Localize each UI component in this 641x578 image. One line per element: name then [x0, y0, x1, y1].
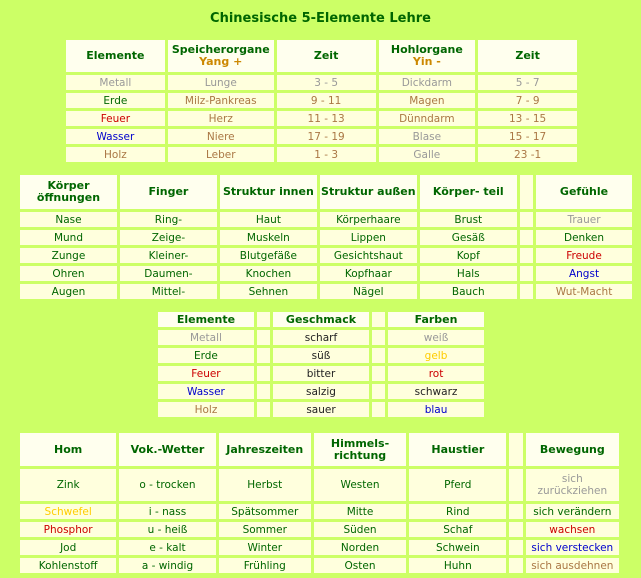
correspondence-table	[17, 430, 622, 576]
table-cell: Mitte	[314, 504, 406, 519]
spacer-cell	[372, 348, 385, 363]
spacer-cell	[257, 312, 270, 327]
spacer-cell	[509, 504, 522, 519]
header-hom: Hom	[20, 433, 116, 466]
table-cell: Brust	[420, 212, 517, 227]
table-cell: sich verstecken	[526, 540, 619, 555]
table-row	[158, 330, 484, 345]
table-cell: Sommer	[219, 522, 311, 537]
table-cell: Dünndarm	[379, 111, 476, 126]
table-row	[158, 366, 484, 381]
table-row	[66, 93, 577, 108]
table-cell: Niere	[168, 129, 274, 144]
table-cell: Galle	[379, 147, 476, 162]
table-row	[20, 558, 619, 573]
spacer-cell	[509, 558, 522, 573]
element-cell: Metall	[66, 75, 165, 90]
spacer-cell	[257, 348, 270, 363]
page-title: Chinesische 5-Elemente Lehre	[210, 11, 431, 26]
table-cell: Kohlenstoff	[20, 558, 116, 573]
table-cell: 13 - 15	[478, 111, 577, 126]
table-cell: Spätsommer	[219, 504, 311, 519]
header-elemente: Elemente	[158, 312, 254, 327]
table-cell: Norden	[314, 540, 406, 555]
table-cell: 17 - 19	[277, 129, 376, 144]
table-cell: Nase	[20, 212, 117, 227]
table-cell: salzig	[273, 384, 369, 399]
table-cell: Trauer	[536, 212, 632, 227]
spacer-cell	[372, 402, 385, 417]
table-cell: Schaf	[409, 522, 506, 537]
table-row	[20, 230, 632, 245]
header-finger: Finger	[120, 175, 217, 209]
table-row	[66, 111, 577, 126]
table-cell: 5 - 7	[478, 75, 577, 90]
element-cell: Feuer	[66, 111, 165, 126]
table-cell: o - trocken	[119, 469, 215, 501]
table-cell: Knochen	[220, 266, 317, 281]
table-cell: blau	[388, 402, 484, 417]
table-cell: gelb	[388, 348, 484, 363]
table-cell: Hals	[420, 266, 517, 281]
header-bewegung: Bewegung	[526, 433, 619, 466]
spacer-cell	[509, 433, 522, 466]
table-cell: Daumen-	[120, 266, 217, 281]
header-struktur-aussen: Struktur außen	[320, 175, 417, 209]
table-cell: u - heiß	[119, 522, 215, 537]
table-cell: 1 - 3	[277, 147, 376, 162]
header-zeit: Zeit	[478, 40, 577, 72]
header-elemente: Elemente	[66, 40, 165, 72]
table-cell: a - windig	[119, 558, 215, 573]
table-cell: 11 - 13	[277, 111, 376, 126]
table-cell: Zeige-	[120, 230, 217, 245]
header-jahreszeiten: Jahreszeiten	[219, 433, 311, 466]
spacer-cell	[257, 330, 270, 345]
spacer-cell	[372, 312, 385, 327]
table-cell: Kopfhaar	[320, 266, 417, 281]
table-cell: scharf	[273, 330, 369, 345]
table-cell: Angst	[536, 266, 632, 281]
table-cell: Haut	[220, 212, 317, 227]
table-cell: Blutgefäße	[220, 248, 317, 263]
table-cell: Rind	[409, 504, 506, 519]
taste-color-table	[155, 309, 487, 420]
spacer-cell	[520, 248, 533, 263]
table-cell: Zunge	[20, 248, 117, 263]
header-gefuehle: Gefühle	[536, 175, 632, 209]
table-cell: süß	[273, 348, 369, 363]
table-row	[20, 469, 619, 501]
spacer-cell	[372, 330, 385, 345]
table-cell: Schwefel	[20, 504, 116, 519]
spacer-cell	[257, 384, 270, 399]
table-cell: Mittel-	[120, 284, 217, 299]
table-row	[66, 147, 577, 162]
element-cell: Erde	[158, 348, 254, 363]
table-cell: Ohren	[20, 266, 117, 281]
table-cell: rot	[388, 366, 484, 381]
spacer-cell	[372, 366, 385, 381]
table-cell: Wut-Macht	[536, 284, 632, 299]
table-cell: 7 - 9	[478, 93, 577, 108]
element-cell: Holz	[66, 147, 165, 162]
table-row	[20, 266, 632, 281]
table-cell: Gesichtshaut	[320, 248, 417, 263]
table-cell: sich verändern	[526, 504, 619, 519]
header-haustier: Haustier	[409, 433, 506, 466]
table-cell: Lunge	[168, 75, 274, 90]
spacer-cell	[257, 366, 270, 381]
table-cell: schwarz	[388, 384, 484, 399]
element-cell: Feuer	[158, 366, 254, 381]
element-cell: Wasser	[158, 384, 254, 399]
table-cell: Ring-	[120, 212, 217, 227]
table-cell: Huhn	[409, 558, 506, 573]
table-cell: Pferd	[409, 469, 506, 501]
table-row	[20, 540, 619, 555]
table-cell: Osten	[314, 558, 406, 573]
table-cell: 9 - 11	[277, 93, 376, 108]
table-cell: bitter	[273, 366, 369, 381]
header-koerperteil: Körper- teil	[420, 175, 517, 209]
table-row	[20, 522, 619, 537]
element-cell: Metall	[158, 330, 254, 345]
spacer-cell	[520, 212, 533, 227]
table-cell: sich zurückziehen	[526, 469, 619, 501]
spacer-cell	[520, 266, 533, 281]
table-cell: Blase	[379, 129, 476, 144]
spacer-cell	[509, 522, 522, 537]
table-cell: Denken	[536, 230, 632, 245]
table-cell: Freude	[536, 248, 632, 263]
spacer-cell	[509, 469, 522, 501]
table-row	[158, 384, 484, 399]
spacer-cell	[509, 540, 522, 555]
element-cell: Erde	[66, 93, 165, 108]
table-cell: Schwein	[409, 540, 506, 555]
table-cell: 3 - 5	[277, 75, 376, 90]
header-hohlorgane: Hohlorgane Yin -	[379, 40, 476, 72]
table-cell: Herbst	[219, 469, 311, 501]
table-cell: Phosphor	[20, 522, 116, 537]
table-cell: Süden	[314, 522, 406, 537]
table-row	[66, 75, 577, 90]
table-cell: Körperhaare	[320, 212, 417, 227]
table-cell: 23 -1	[478, 147, 577, 162]
header-geschmack: Geschmack	[273, 312, 369, 327]
organs-table	[63, 37, 580, 165]
header-koerperoeffnungen: Körper öffnungen	[20, 175, 117, 209]
element-cell: Wasser	[66, 129, 165, 144]
table-row	[158, 348, 484, 363]
table-cell: Dickdarm	[379, 75, 476, 90]
table-cell: Westen	[314, 469, 406, 501]
table-cell: e - kalt	[119, 540, 215, 555]
header-farben: Farben	[388, 312, 484, 327]
table-cell: Magen	[379, 93, 476, 108]
table-cell: weiß	[388, 330, 484, 345]
table-cell: Nägel	[320, 284, 417, 299]
table-cell: Zink	[20, 469, 116, 501]
table-row	[20, 212, 632, 227]
table-cell: Kopf	[420, 248, 517, 263]
header-himmelsrichtung: Himmels- richtung	[314, 433, 406, 466]
table-cell: Winter	[219, 540, 311, 555]
table-row	[20, 284, 632, 299]
header-speicherorgane: Speicherorgane Yang +	[168, 40, 274, 72]
table-cell: sauer	[273, 402, 369, 417]
table-cell: Augen	[20, 284, 117, 299]
element-cell: Holz	[158, 402, 254, 417]
table-row	[20, 504, 619, 519]
table-cell: Milz-Pankreas	[168, 93, 274, 108]
table-cell: Kleiner-	[120, 248, 217, 263]
table-cell: Leber	[168, 147, 274, 162]
table-cell: Frühling	[219, 558, 311, 573]
table-cell: Sehnen	[220, 284, 317, 299]
table-row	[20, 248, 632, 263]
table-cell: Muskeln	[220, 230, 317, 245]
table-cell: 15 - 17	[478, 129, 577, 144]
spacer-cell	[372, 384, 385, 399]
table-cell: Jod	[20, 540, 116, 555]
spacer-cell	[520, 230, 533, 245]
table-cell: Herz	[168, 111, 274, 126]
header-vok-wetter: Vok.-Wetter	[119, 433, 215, 466]
spacer-cell	[520, 175, 533, 209]
table-cell: Bauch	[420, 284, 517, 299]
header-zeit: Zeit	[277, 40, 376, 72]
table-row	[158, 402, 484, 417]
table-row	[66, 129, 577, 144]
header-struktur-innen: Struktur innen	[220, 175, 317, 209]
table-cell: Gesäß	[420, 230, 517, 245]
spacer-cell	[257, 402, 270, 417]
table-cell: wachsen	[526, 522, 619, 537]
table-cell: Lippen	[320, 230, 417, 245]
body-table	[17, 172, 635, 302]
table-cell: sich ausdehnen	[526, 558, 619, 573]
table-cell: Mund	[20, 230, 117, 245]
table-cell: i - nass	[119, 504, 215, 519]
spacer-cell	[520, 284, 533, 299]
